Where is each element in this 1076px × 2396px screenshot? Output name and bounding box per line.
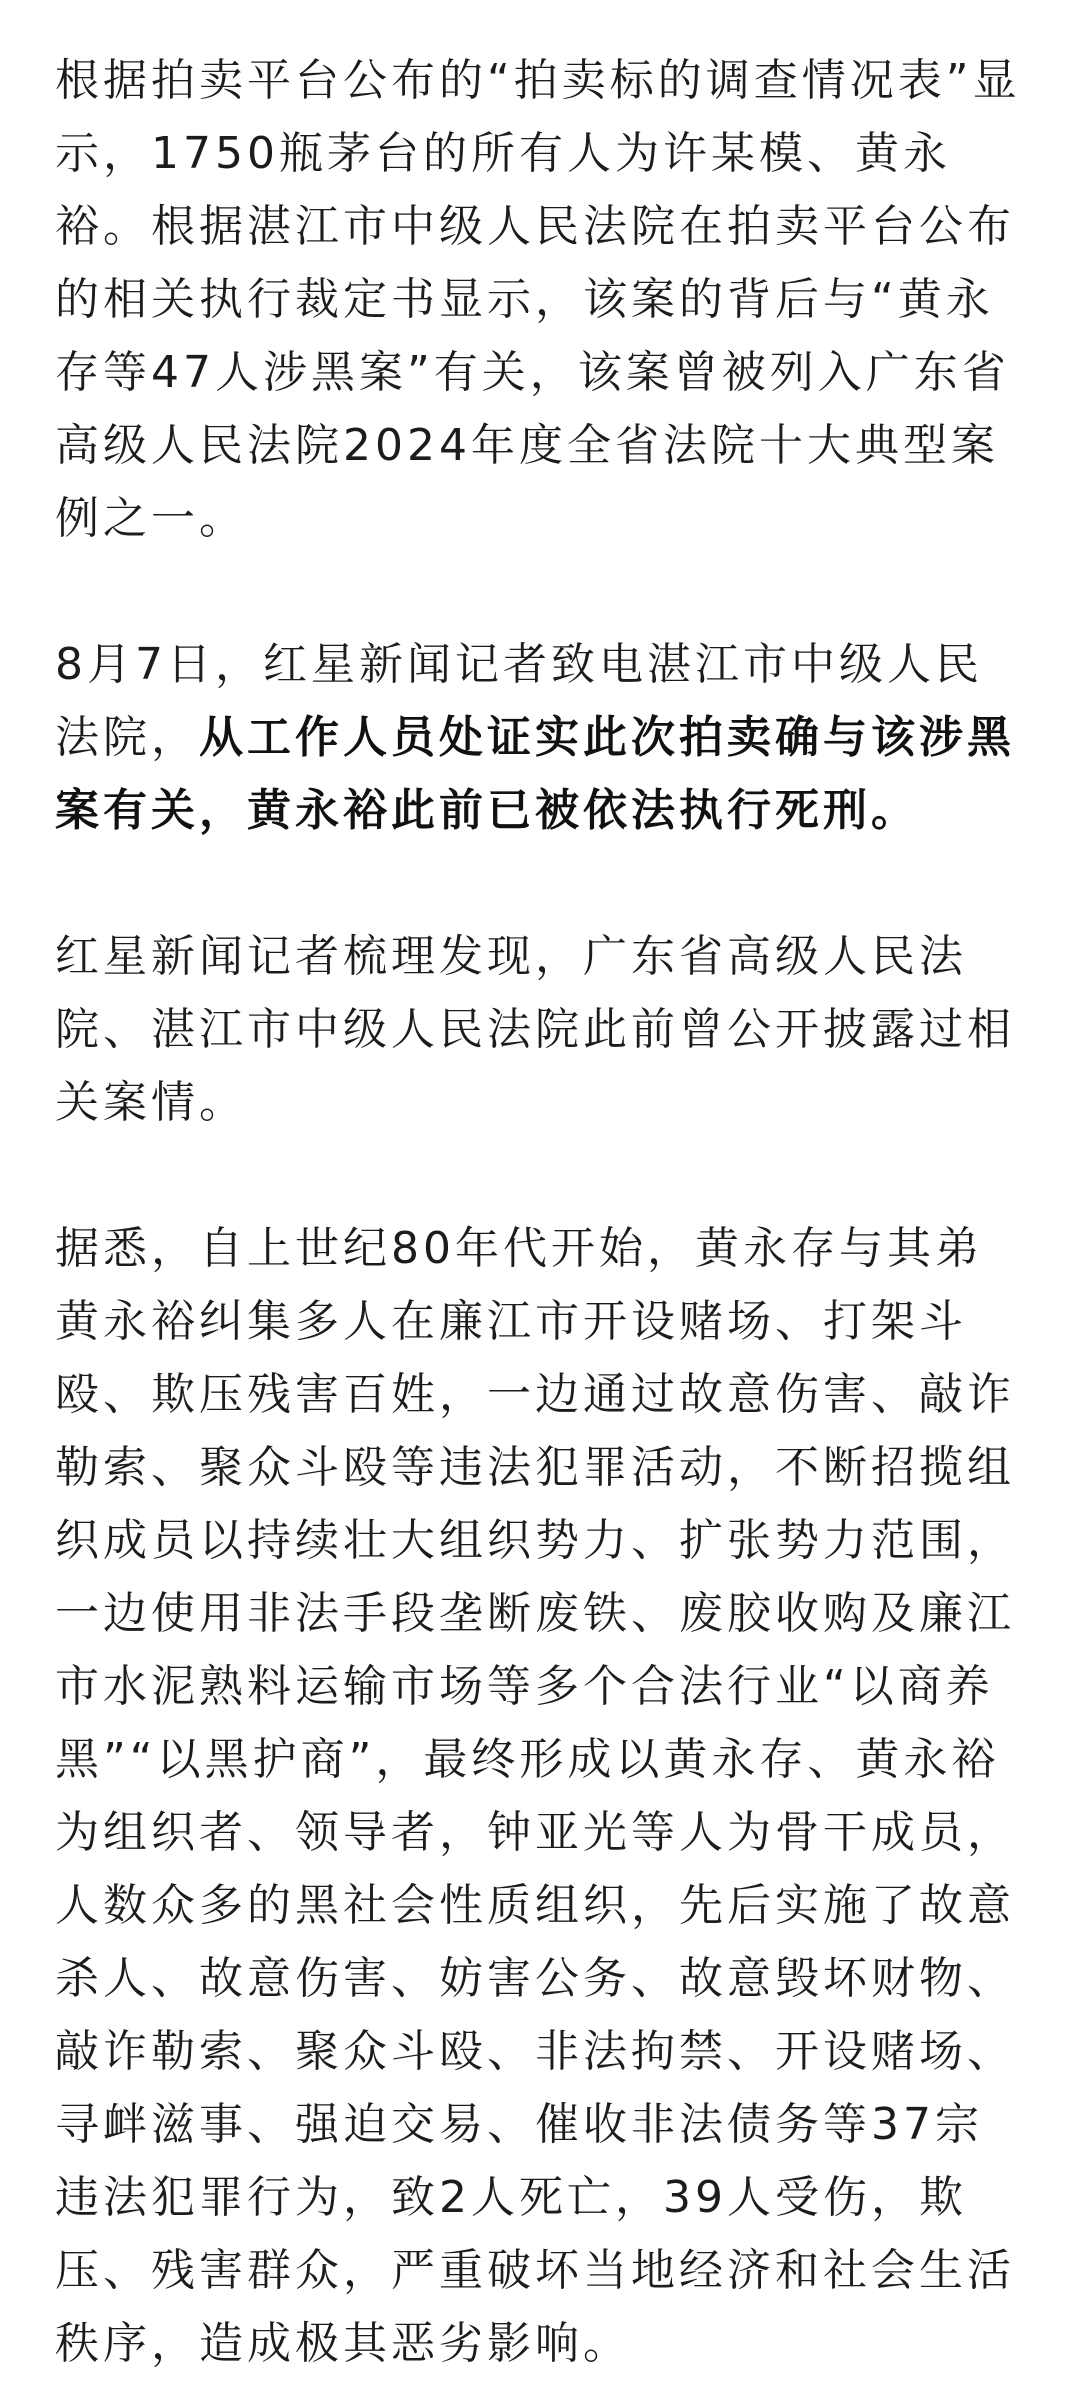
paragraph-court-confirmation <box>55 628 1021 847</box>
paragraph-case-details: 据悉，自上世纪80年代开始，黄永存与其弟黄永裕纠集多人在廉江市开设赌场、打架斗殴、欺压残害百姓，一边通过故意伤害、敲诈勒索、聚众斗殴等违法犯罪活动，不断招揽组织成员以持续壮大组织势力、扩张势力范围，一边使用非法手段垄断废铁、废胶收购及廉江市水泥熟料运输市场等多个合法行业“以商养黑”“以黑护商”，最终形成以黄永存、黄永裕为组织者、领导者，钟亚光等人为骨干成员，人数众多的黑社会性质组织，先后实施了故意杀人、故意伤害、妨害公务、故意毁坏财物、敲诈勒索、聚众斗殴、非法拘禁、开设赌场、寻衅滋事、强迫交易、催收非法债务等37宗违法犯罪行为，致2人死亡，39人受伤，欺压、残害群众，严重破坏当地经济和社会生活秩序，造成极其恶劣影响。 <box>55 1223 1015 2369</box>
paragraph-auction-info: 根据拍卖平台公布的“拍卖标的调查情况表”显示，1750瓶茅台的所有人为许某模、黄永裕。根据湛江市中级人民法院在拍卖平台公布的相关执行裁定书显示，该案的背后与“黄永存等47人涉黑案”有关，该案曾被列入广东省高级人民法院2024年度全省法院十大典型案例之一。 <box>55 55 1021 544</box>
paragraph-case-disclosure: 红星新闻记者梳理发现，广东省高级人民法院、湛江市中级人民法院此前曾公开披露过相关案情。 <box>55 931 1015 1128</box>
article-body <box>55 44 1021 2380</box>
paragraph-text: 8月7日，红星新闻记者致电湛江市中级人民法院， <box>55 639 983 763</box>
highlighted-text: 从工作人员处证实此次拍卖确与该涉黑案有关，黄永裕此前已被依法执行死刑。 <box>55 712 1015 836</box>
